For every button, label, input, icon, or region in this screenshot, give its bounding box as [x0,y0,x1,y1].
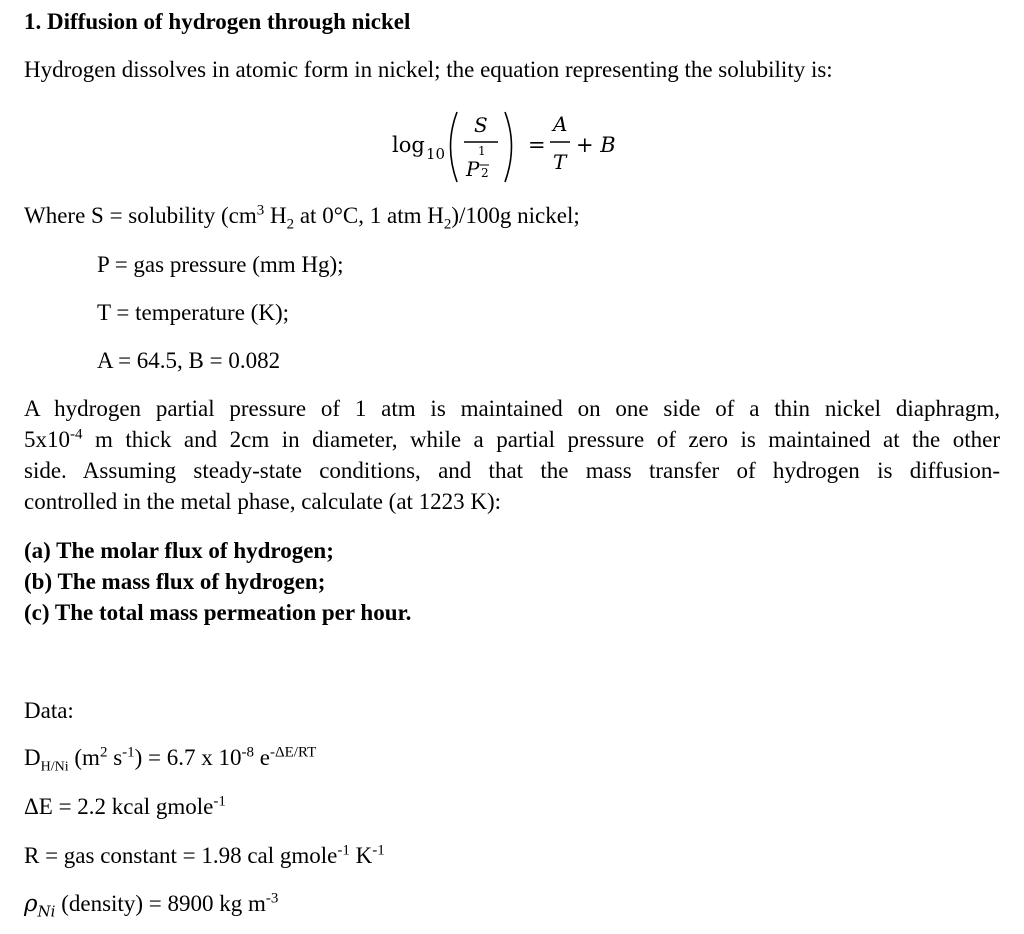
p-exp-numerator: 1 [478,144,486,158]
plus-b: + B [576,133,616,157]
diffusivity-data: $D_{H/Ni}$ ($m^2$ $s^{-1}) = 6.7$ x $10^{-8}$ $e^{-\Delta E/RT}$ [24,744,317,775]
solubility-definition: Where S = solubility ($cm^3$ $H_2$ at 0°C, 1 atm $H_2)/100g$ nickel; [24,202,580,233]
log-text: log [392,133,425,157]
intro-text: Hydrogen dissolves in atomic form in nickel; the equation representing the solubility is: [24,57,833,82]
frac-a: A [553,112,568,136]
right-paren [505,112,512,182]
solubility-equation [390,106,630,188]
problem-line-4: controlled in the metal phase, calculate (at 1223 K): [24,489,502,514]
question-c: (c) The total mass permeation per hour. [24,600,412,625]
density-data: $\rho_{Ni}$ (density) = 8900 kg $m^{-3}$ [24,890,279,921]
temperature-definition: T = temperature (K); [97,300,289,325]
pressure-definition: P = gas pressure (mm Hg); [97,252,344,277]
activation-energy-data: ΔE = 2.2 kcal gmole$^{-1}$ [24,793,226,819]
p-exp-denominator: 2 [481,166,489,180]
frac-denominator-p: P [466,157,480,181]
problem-line-2: $5x10^{-4}$ m thick and 2cm in diameter, while a partial pressure of zero is maintained at the other [24,426,1000,452]
left-paren [451,112,458,182]
equals-sign: = [528,133,546,157]
problem-heading: 1. Diffusion of hydrogen through nickel [24,9,411,34]
question-b: (b) The mass flux of hydrogen; [24,569,326,594]
frac-t: T [553,150,567,174]
data-title: Data: [24,698,74,723]
gas-constant-data: R = gas constant = 1.98 cal gmole$^{-1}$ $K^{-1}$ [24,842,385,868]
log-subscript: 10 [426,145,446,163]
problem-line-3: side. Assuming steady-state conditions, and that the mass transfer of hydrogen is diffusion- [24,458,1000,483]
constants-definition: A = 64.5, B = 0.082 [97,348,281,373]
problem-paragraph [24,393,1000,517]
question-a: (a) The molar flux of hydrogen; [24,538,334,563]
problem-line-1: A hydrogen partial pressure of 1 atm is maintained on one side of a thin nickel diaphragm, [24,396,1000,421]
frac-numerator-s: S [474,113,488,137]
